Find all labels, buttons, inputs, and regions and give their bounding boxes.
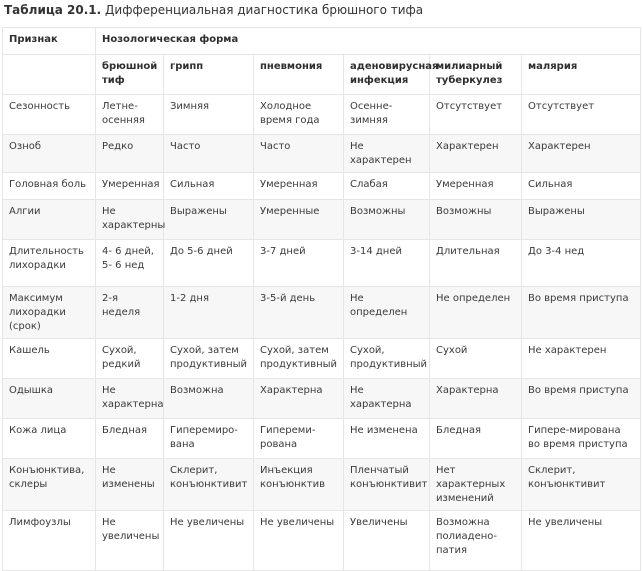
- table-cell: 1-2 дня: [164, 287, 254, 339]
- table-row: [3, 339, 641, 379]
- table-title: Дифференциальная диагностика брюшного тифа: [105, 3, 424, 17]
- table-cell: Возможна: [164, 379, 254, 419]
- table-cell: Сильная: [522, 173, 641, 200]
- row-sign-cell: Лимфоузлы: [3, 511, 96, 571]
- table-body: [3, 95, 641, 571]
- row-sign-cell: Конъюнктива, склеры: [3, 459, 96, 511]
- table-cell: Сухой, затем продуктивный: [164, 339, 254, 379]
- table-row: [3, 287, 641, 339]
- table-cell: Во время приступа: [522, 287, 641, 339]
- table-cell: Характерен: [522, 135, 641, 173]
- row-sign-cell: Алгии: [3, 200, 96, 240]
- table-cell: Холодное время года: [254, 95, 344, 135]
- table-cell: Возможна полиадено-патия: [430, 511, 522, 571]
- row-sign-cell: Сезонность: [3, 95, 96, 135]
- table-cell: Характерен: [430, 135, 522, 173]
- table-cell: Осенне-зимняя: [344, 95, 430, 135]
- table-cell: Не увеличены: [164, 511, 254, 571]
- table-cell: Редко: [96, 135, 164, 173]
- table-cell: Умеренная: [254, 173, 344, 200]
- table-cell: 3-5-й день: [254, 287, 344, 339]
- table-row: [3, 419, 641, 459]
- table-cell: Умеренная: [96, 173, 164, 200]
- table-cell: Не увеличены: [254, 511, 344, 571]
- table-cell: Не увеличены: [522, 511, 641, 571]
- table-cell: Нет характерных изменений: [430, 459, 522, 511]
- table-cell: Слабая: [344, 173, 430, 200]
- table-cell: Склерит, конъюнктивит: [522, 459, 641, 511]
- header-col: пневмония: [254, 55, 344, 95]
- table-cell: Гипере-мирована во время приступа: [522, 419, 641, 459]
- table-row: [3, 173, 641, 200]
- table-cell: Возможны: [430, 200, 522, 240]
- header-col: милиарный туберкулез: [430, 55, 522, 95]
- table-number: Таблица 20.1.: [4, 3, 102, 17]
- table-cell: Сухой, редкий: [96, 339, 164, 379]
- table-cell: Умеренные: [254, 200, 344, 240]
- table-cell: Не характерен: [522, 339, 641, 379]
- header-col: малярия: [522, 55, 641, 95]
- table-cell: Летне-осенняя: [96, 95, 164, 135]
- row-sign-cell: Кожа лица: [3, 419, 96, 459]
- table-cell: Характерна: [430, 379, 522, 419]
- table-caption: [4, 2, 423, 18]
- table-cell: Гипереми-рована: [254, 419, 344, 459]
- table-cell: Во время приступа: [522, 379, 641, 419]
- table-cell: Не изменены: [96, 459, 164, 511]
- table-cell: До 3-4 нед: [522, 240, 641, 287]
- table-cell: Сильная: [164, 173, 254, 200]
- table-cell: Не изменена: [344, 419, 430, 459]
- table-cell: Не определен: [430, 287, 522, 339]
- table-cell: Гиперемиро-вана: [164, 419, 254, 459]
- table-cell: Возможны: [344, 200, 430, 240]
- table-cell: Сухой: [430, 339, 522, 379]
- table-cell: Отсутствует: [430, 95, 522, 135]
- table-row: [3, 95, 641, 135]
- table-cell: До 5-6 дней: [164, 240, 254, 287]
- differential-diagnosis-table: [2, 27, 641, 571]
- table-cell: Не характерен: [344, 135, 430, 173]
- table-cell: Часто: [164, 135, 254, 173]
- table-cell: Сухой, продуктивный: [344, 339, 430, 379]
- table-cell: Не характерна: [96, 379, 164, 419]
- table-row: [3, 240, 641, 287]
- header-sign: Признак: [3, 28, 96, 55]
- header-col: брюшной тиф: [96, 55, 164, 95]
- header-col: грипп: [164, 55, 254, 95]
- table-cell: Не определен: [344, 287, 430, 339]
- table-cell: Характерна: [254, 379, 344, 419]
- header-row-2: [3, 55, 641, 95]
- row-sign-cell: Максимум лихорадки (срок): [3, 287, 96, 339]
- row-sign-cell: Длительность лихорадки: [3, 240, 96, 287]
- row-sign-cell: Кашель: [3, 339, 96, 379]
- table-cell: Склерит, конъюнктивит: [164, 459, 254, 511]
- header-form: Нозологическая форма: [96, 28, 641, 55]
- table-cell: Длительная: [430, 240, 522, 287]
- header-empty: [3, 55, 96, 95]
- row-sign-cell: Озноб: [3, 135, 96, 173]
- table-row: [3, 511, 641, 571]
- table-cell: Выражены: [522, 200, 641, 240]
- table-cell: 2-я неделя: [96, 287, 164, 339]
- table-cell: Пленчатый конъюнктивит: [344, 459, 430, 511]
- table-cell: 3-7 дней: [254, 240, 344, 287]
- table-row: [3, 459, 641, 511]
- table-row: [3, 200, 641, 240]
- table-cell: Бледная: [430, 419, 522, 459]
- table-cell: Умеренная: [430, 173, 522, 200]
- table-cell: 4- 6 дней, 5- 6 нед: [96, 240, 164, 287]
- table-cell: Увеличены: [344, 511, 430, 571]
- table-row: [3, 379, 641, 419]
- table-cell: Часто: [254, 135, 344, 173]
- table-cell: Сухой, затем продуктивный: [254, 339, 344, 379]
- table-cell: Не характерна: [344, 379, 430, 419]
- table-cell: Не характерны: [96, 200, 164, 240]
- table-cell: Бледная: [96, 419, 164, 459]
- table-cell: Инъекция конъюнктив: [254, 459, 344, 511]
- header-row-1: [3, 28, 641, 55]
- header-col: аденовирусная инфекция: [344, 55, 430, 95]
- table-cell: Не увеличены: [96, 511, 164, 571]
- table-cell: Выражены: [164, 200, 254, 240]
- table-cell: 3-14 дней: [344, 240, 430, 287]
- table-row: [3, 135, 641, 173]
- row-sign-cell: Головная боль: [3, 173, 96, 200]
- row-sign-cell: Одышка: [3, 379, 96, 419]
- table-cell: Зимняя: [164, 95, 254, 135]
- table-cell: Отсутствует: [522, 95, 641, 135]
